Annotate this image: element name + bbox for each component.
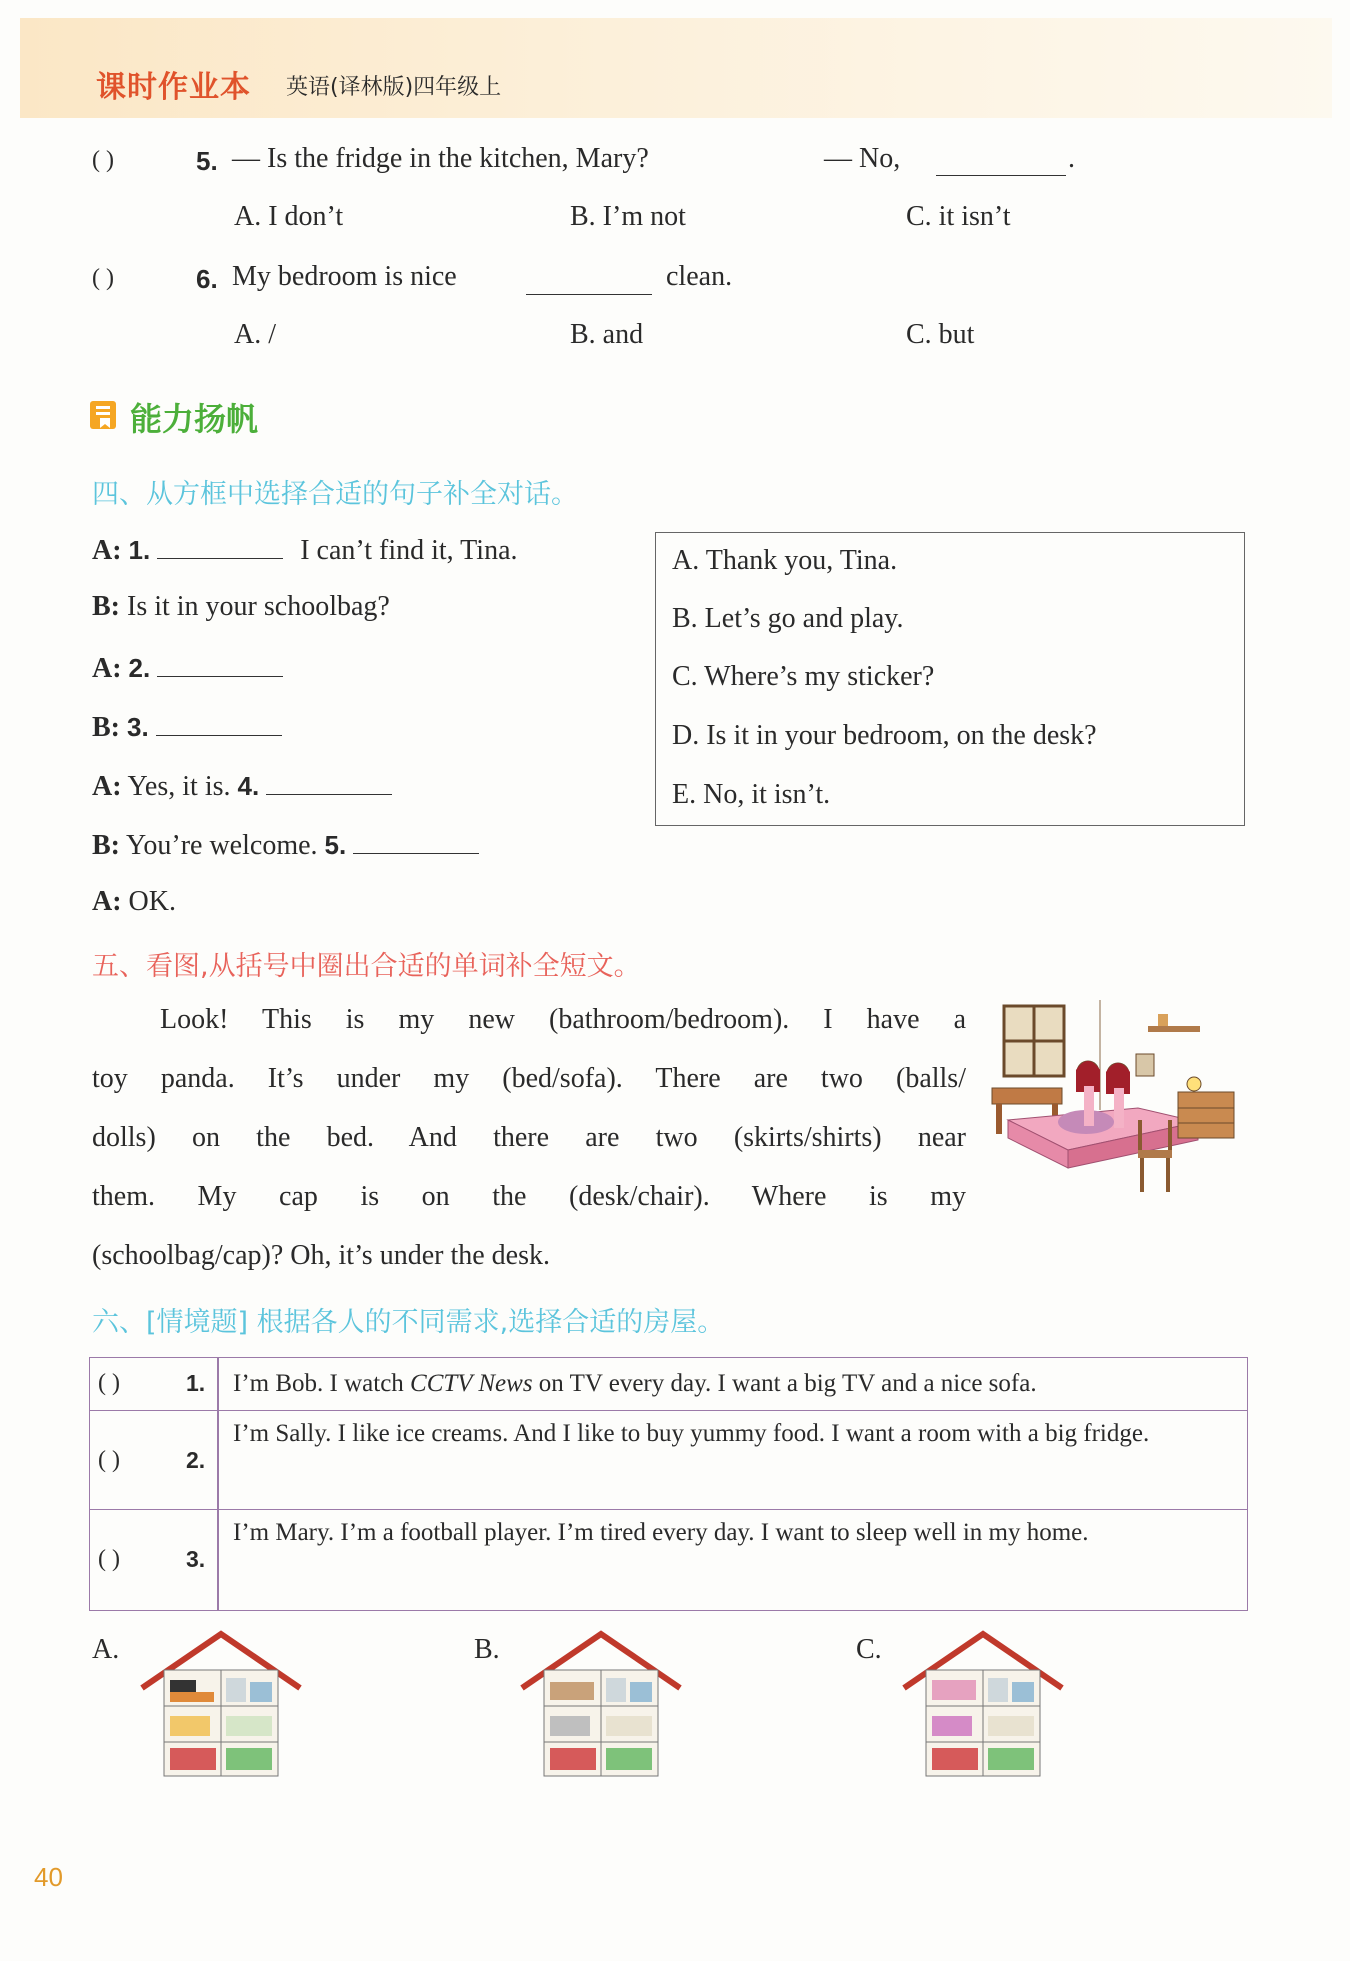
house-c-label: C.	[856, 1634, 882, 1665]
answer-blank[interactable]	[266, 768, 392, 795]
house-a-picture[interactable]	[140, 1630, 302, 1785]
answer-blank[interactable]	[353, 827, 479, 854]
speaker-label: A:	[92, 653, 122, 684]
blank-number: 3.	[127, 712, 149, 742]
question-number: 5.	[196, 146, 218, 176]
dialogue-line-6	[92, 827, 479, 862]
bedroom-illustration	[988, 1000, 1240, 1210]
passage	[92, 990, 966, 1285]
option-a: A. /	[234, 319, 276, 350]
passage-line: Look! This is my new (bathroom/bedroom). I have a	[160, 1004, 966, 1035]
answer-paren[interactable]: ( )	[92, 265, 114, 291]
option-a: A. Thank you, Tina.	[672, 545, 898, 576]
need-text: I’m Mary. I’m a football player. I’m tired every day. I want to sleep well in my home.	[233, 1519, 1089, 1546]
house-c-picture[interactable]	[902, 1630, 1064, 1785]
blank-number: 5.	[324, 830, 347, 860]
page-number: 40	[34, 1862, 63, 1892]
dialogue-text: I can’t find it, Tina.	[300, 535, 518, 566]
passage-line: (schoolbag/cap)? Oh, it’s under the desk.	[92, 1240, 550, 1271]
need-text-emphasis: CCTV News	[410, 1370, 533, 1397]
speaker-label: B:	[92, 830, 120, 861]
passage-line: dolls) on the bed. And there are two (skirts/shirts) near	[92, 1122, 966, 1153]
option-c: C. it isn’t	[906, 201, 1011, 232]
dialogue-line-7	[92, 886, 176, 918]
dialogue-line-5	[92, 768, 392, 803]
row-number: 2.	[186, 1447, 206, 1473]
answer-paren[interactable]: ( )	[98, 1370, 120, 1396]
option-a: A. I don’t	[234, 201, 344, 232]
option-b: B. and	[570, 319, 644, 350]
blank-number: 4.	[237, 771, 260, 801]
question-stem-reply: — No,	[824, 143, 901, 174]
book-brand: 课时作业本	[96, 70, 251, 105]
answer-blank[interactable]	[526, 268, 652, 295]
table-row	[90, 1509, 1247, 1610]
answer-blank[interactable]	[156, 709, 282, 736]
need-text: I’m Sally. I like ice creams. And I like to buy yummy food. I want a room with a big fridge.	[233, 1420, 1150, 1447]
speaker-label: A:	[92, 771, 122, 802]
speaker-label: A:	[92, 535, 122, 566]
house-a-label: A.	[92, 1634, 120, 1665]
option-c: C. but	[906, 319, 975, 350]
option-b: B. Let’s go and play.	[672, 603, 904, 634]
answer-blank[interactable]	[936, 149, 1066, 176]
option-b: B. I’m not	[570, 201, 686, 232]
sentence-period: .	[1068, 143, 1075, 174]
house-b-picture[interactable]	[520, 1630, 682, 1785]
answer-blank[interactable]	[157, 532, 283, 559]
dialogue-line-1	[92, 532, 518, 567]
row-number: 1.	[186, 1370, 206, 1396]
answer-blank[interactable]	[157, 650, 283, 677]
section-6-title: 六、[情境题] 根据各人的不同需求,选择合适的房屋。	[92, 1307, 725, 1338]
option-d: D. Is it in your bedroom, on the desk?	[672, 720, 1097, 751]
section-5-title: 五、看图,从括号中圈出合适的单词补全短文。	[92, 951, 641, 982]
book-subtitle: 英语(译林版)四年级上	[286, 75, 502, 100]
question-stem: My bedroom is nice	[232, 261, 457, 292]
section-4-title: 四、从方框中选择合适的句子补全对话。	[92, 479, 578, 510]
option-e: E. No, it isn’t.	[672, 779, 831, 810]
needs-table	[89, 1357, 1248, 1611]
answer-paren[interactable]: ( )	[98, 1546, 120, 1572]
speaker-label: A:	[92, 886, 122, 917]
dialogue-line-2	[92, 591, 390, 623]
dialogue-line-3	[92, 650, 283, 685]
blank-number: 2.	[128, 653, 151, 683]
row-number: 3.	[186, 1546, 206, 1572]
dialogue-text: Yes, it is.	[127, 771, 231, 802]
passage-line: them. My cap is on the (desk/chair). Where is my	[92, 1181, 966, 1212]
need-text-end: on TV every day. I want a big TV and a nice sofa.	[532, 1370, 1037, 1397]
dialogue-text: Is it in your schoolbag?	[127, 591, 390, 622]
need-text-start: I’m Bob. I watch	[233, 1370, 411, 1397]
speaker-label: B:	[92, 591, 120, 622]
question-5	[92, 143, 114, 175]
need-text	[233, 1358, 1233, 1410]
question-number: 6.	[196, 264, 218, 294]
dialogue-text: You’re welcome.	[125, 830, 318, 861]
question-stem-end: clean.	[666, 261, 733, 292]
dialogue-text: OK.	[128, 886, 176, 917]
table-row	[90, 1358, 1247, 1410]
question-6	[92, 261, 114, 293]
option-c: C. Where’s my sticker?	[672, 661, 935, 692]
options-box	[655, 532, 1245, 826]
house-b-label: B.	[474, 1634, 500, 1665]
answer-paren[interactable]: ( )	[92, 147, 114, 173]
table-row	[90, 1410, 1247, 1510]
bookmark-icon	[88, 398, 122, 437]
passage-line: toy panda. It’s under my (bed/sofa). There are two (balls/	[92, 1063, 966, 1094]
blank-number: 1.	[128, 535, 151, 565]
section-heading-ability: 能力扬帆	[130, 400, 259, 438]
speaker-label: B:	[92, 712, 120, 743]
answer-paren[interactable]: ( )	[98, 1447, 120, 1473]
dialogue-line-4	[92, 709, 282, 744]
question-stem: — Is the fridge in the kitchen, Mary?	[232, 143, 649, 174]
